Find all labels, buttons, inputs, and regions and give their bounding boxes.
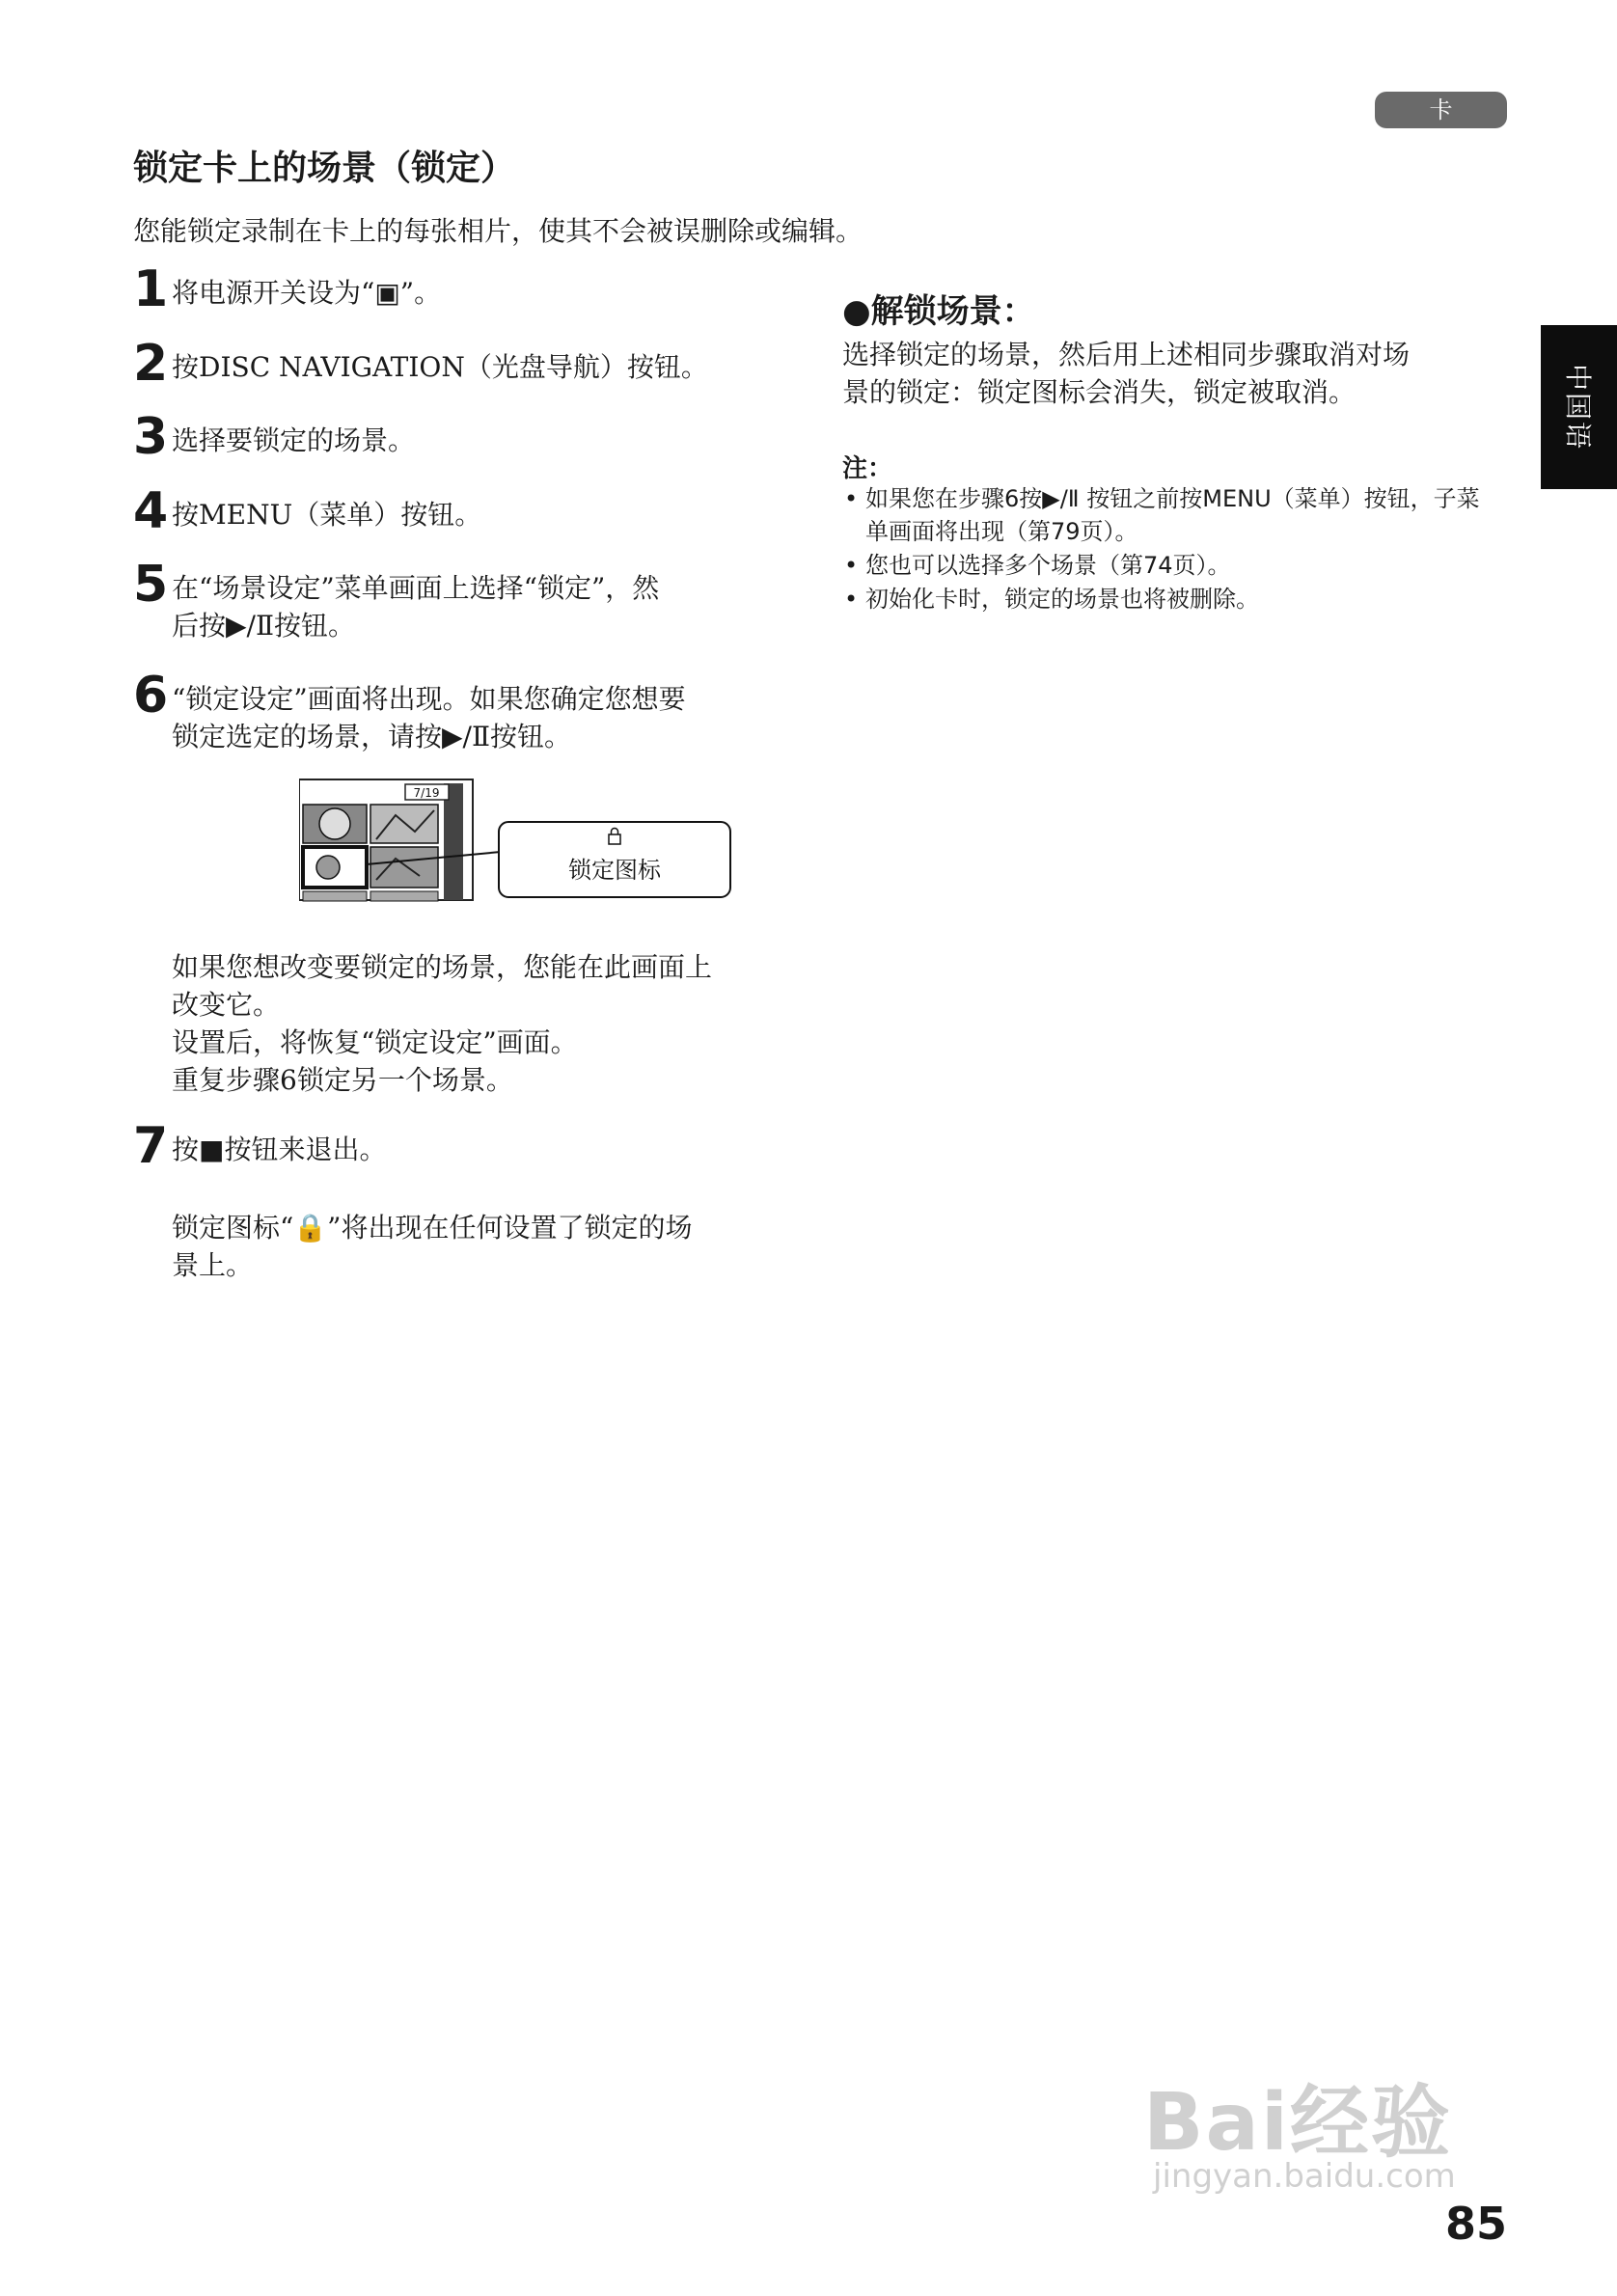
lock-icon-figure	[299, 772, 738, 902]
thumbnail-1-art	[319, 808, 350, 839]
unlock-line: 选择锁定的场景，然后用上述相同步骤取消对场	[842, 339, 1411, 370]
notes-title: 注：	[842, 454, 893, 483]
language-side-tab-label: 中国语	[1561, 363, 1594, 451]
step-text-line: 在“场景设定”菜单画面上选择“锁定”，然	[172, 572, 660, 604]
after-figure-line: 如果您想改变要锁定的场景，您能在此画面上	[172, 951, 713, 983]
step-4	[133, 482, 799, 540]
step-text: 按MENU（菜单）按钮。	[172, 499, 482, 531]
step-6	[133, 669, 799, 755]
unlock-heading: ●解锁场景：	[842, 292, 1035, 331]
note-text: 您也可以选择多个场景（第74页）。	[865, 552, 1231, 579]
callout-label: 锁定图标	[568, 857, 661, 884]
step-text: 按DISC NAVIGATION（光盘导航）按钮。	[172, 351, 708, 383]
bullet-icon: •	[844, 552, 859, 579]
note-item	[842, 583, 1498, 615]
after-step7-line: 锁定图标“🔒”将出现在任何设置了锁定的场	[172, 1212, 693, 1244]
unlock-text	[842, 336, 1498, 411]
after-figure-line: 重复步骤6锁定另一个场景。	[172, 1064, 513, 1096]
note-item	[842, 549, 1498, 582]
step-number: 7	[133, 1117, 169, 1175]
step-text	[172, 669, 799, 755]
step-1	[133, 260, 799, 318]
step-5	[133, 558, 799, 644]
step-number: 2	[133, 335, 169, 393]
notes-list	[842, 482, 1498, 616]
note-text: 如果您在步骤6按▶/Ⅱ 按钮之前按MENU（菜单）按钮，子菜单画面将出现（第79页）。	[865, 485, 1480, 545]
step-3	[133, 408, 799, 466]
after-figure-line: 改变它。	[172, 989, 281, 1021]
intro-text: 您能锁定录制在卡上的每张相片，使其不会被误删除或编辑。	[133, 215, 863, 247]
after-figure-line: 设置后，将恢复“锁定设定”画面。	[172, 1026, 578, 1058]
thumbnail-6	[370, 891, 438, 901]
thumbnail-5	[303, 891, 367, 901]
after-step7-text	[172, 1209, 799, 1284]
step-2	[133, 335, 799, 393]
note-item	[842, 482, 1498, 548]
section-tab-card: 卡	[1375, 92, 1507, 128]
bullet-icon: •	[844, 485, 859, 512]
step-text: 将电源开关设为“▣”。	[172, 277, 442, 309]
step-text-line: “锁定设定”画面将出现。如果您确定您想要	[172, 683, 686, 715]
language-side-tab	[1541, 325, 1617, 489]
thumbnail-selected-art	[316, 856, 340, 879]
step-number: 5	[133, 556, 169, 614]
bullet-icon: •	[844, 586, 859, 613]
step-number: 4	[133, 482, 169, 540]
unlock-line: 景的锁定：锁定图标会消失，锁定被取消。	[842, 376, 1357, 408]
after-figure-text	[172, 948, 799, 1099]
step-text: 选择要锁定的场景。	[172, 424, 416, 456]
scene-counter: 7/19	[413, 786, 440, 800]
watermark-brand: Bai经验	[1143, 2077, 1452, 2169]
note-text: 初始化卡时，锁定的场景也将被删除。	[865, 586, 1259, 613]
step-number: 1	[133, 260, 169, 318]
page-number: 85	[1445, 2198, 1508, 2250]
thumbnail-4	[370, 847, 438, 888]
watermark-url: jingyan.baidu.com	[1153, 2157, 1456, 2196]
step-number: 6	[133, 667, 169, 724]
step-7	[133, 1117, 799, 1175]
step-text	[172, 558, 799, 644]
lock-screen-illustration	[299, 772, 738, 902]
thumbnail-2	[370, 805, 438, 843]
page-title: 锁定卡上的场景（锁定）	[133, 149, 516, 188]
scrollbar	[444, 783, 463, 900]
step-text-line: 后按▶/Ⅱ按钮。	[172, 610, 355, 642]
step-text-line: 锁定选定的场景，请按▶/Ⅱ按钮。	[172, 721, 571, 752]
step-number: 3	[133, 408, 169, 466]
step-text: 按■按钮来退出。	[172, 1134, 387, 1165]
after-step7-line: 景上。	[172, 1249, 254, 1281]
